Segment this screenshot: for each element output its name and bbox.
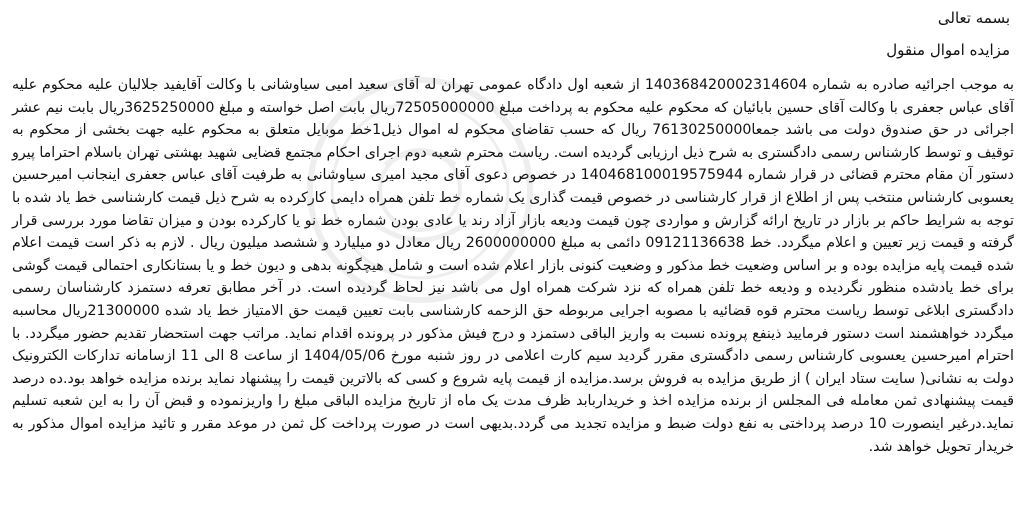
invocation-heading: بسمه تعالی: [937, 9, 1010, 27]
notice-title: مزایده اموال منقول: [886, 41, 1010, 59]
notice-body: به موجب اجرائیه صادره به شماره 140368420002314604 از شعبه اول دادگاه عمومی تهران له آقای سعید امیی سیاوشانی با وکالت آقایفید جلالیان علیه محکوم علیه آقای عباس جعفری با وکالت آقای حسین بابائیان که محکوم علیه محکوم به پرداخت مبلغ 72505000000ریال بابت اصل خواسته و مبلغ 3625250000ریال بابت نیم عشر اجرائی در حق صندوق دولت می باشد جمعا76130250000 ریال که حسب تقاضای محکوم له اموال ذیل1خط موبایل متعلق به محکوم علیه جهت بخشی از محکوم به توقیف و توسط کارشناس رسمی دادگستری به شرح ذیل ارزیابی گردیده است. ریاست محترم شعبه دوم اجرای احکام مجتمع قضایی شهید بهشتی تهران باسلام احتراما پیرو دستور آن مقام محترم قضائی در قرار شماره 140468100019575944 در خصوص دعوی آقای مجید امیری سیاوشانی به طرفیت آقای عباس جعفری اینجانب امیرحسین یعسوبی کارشناس منتخب پس از اطلاع از قرار کارشناسی در خصوص قیمت گذاری یک شماره خط تلفن همراه دایمی کارکرده به شرح ذیل قیمت کارشناسی خط یاد شده با توجه به شرایط حاکم بر بازار در تاریخ ارائه گزارش و مواردی چون قیمت ودیعه بازار آزاد رند یا عادی بودن شماره خط نو یا کارکرده بودن و میزان تقاضا مورد بررسی قرار گرفته و قیمت زیر تعیین و اعلام میگردد. خط 09121136638 دائمی به مبلغ 2600000000 ریال معادل دو میلیارد و ششصد میلیون ریال . لازم به ذکر است قیمت اعلام شده قیمت پایه مزایده بوده و بر اساس وضعیت خط مذکور و وضعیت کنونی بازار اعلام شده است و شامل هیچگونه بدهی و دیون خط و یا بستانکاری احتمالی قیمت گوشی برای خط یادشده منظور نگردیده و ودیعه خط تلفن همراه که نزد شرکت همراه اول می باشد نیز لحاظ گردیده است. در آخر مطابق تعرفه دستمزد کارشناسان رسمی دادگستری ابلاغی توسط ریاست محترم قوه قضائیه با مصوبه اجرایی مربوطه حق الزحمه کارشناسی بابت تعیین قیمت حق الامتیاز خط یاد شده 21300000ریال محاسبه میگردد خواهشمند است دستور فرمایید ذینفع پرونده نسبت به واریز الباقی دستمزد و درج فیش مذکور در پرونده اقدام نماید. مراتب جهت استحضار تقدیم حضور میگردد. با احترام امیرحسین یعسوبی کارشناس رسمی دادگستری مقرر گردید سیم کارت اعلامی در روز شنبه مورخ 1404/05/06 از ساعت 8 الی 11 ازسامانه تدارکات الکترونیک دولت به نشانی( سایت ستاد ایران ) از طریق مزایده به فروش برسد.مزایده از قیمت پایه شروع و کسی که بالاترین قیمت را پیشنهاد نماید برنده مزایده خواهد بود.ده درصد قیمت پیشنهادی ثمن معامله فی المجلس از برنده مزایده اخذ و خریداربابد ظرف مدت یک ماه از تاریخ مزایده الباقی مبلغ را واریزنموده و قبض آن را به این شعبه تسلیم نماید.درغیر اینصورت 10 درصد پرداختی به نفع دولت ضبط و مزایده تجدید می گردد.بدیهی است در صورت پرداخت کل ثمن در موعد مقرر و تائید مزایده اموال مذکور به خریدار تحویل خواهد شد.: [12, 77, 1015, 455]
